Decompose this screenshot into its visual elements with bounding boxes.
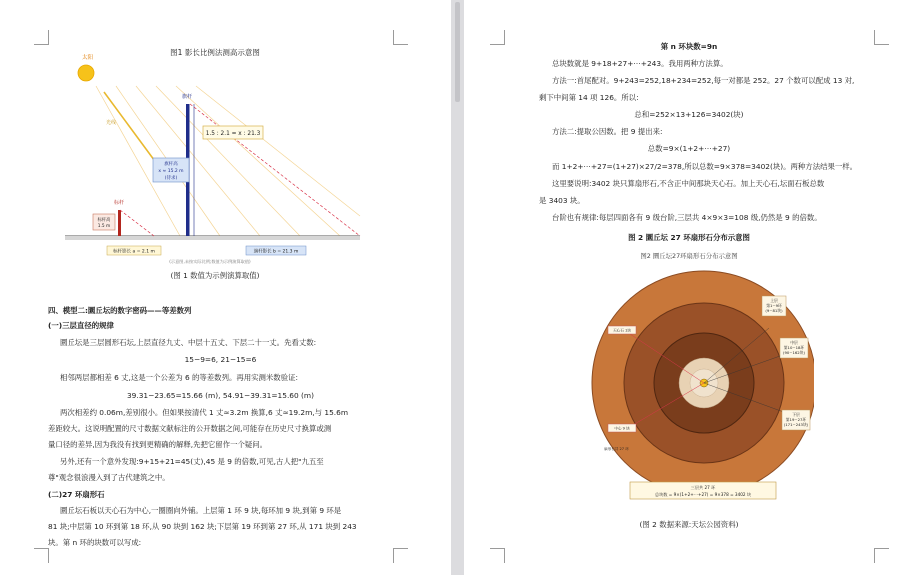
label-lower-1: 下层 [792,412,800,417]
marker-pole [118,210,121,236]
crop-mark-bottom-right [393,548,408,563]
equation-method2: 总数=9×(1+2+⋯+27) [647,144,731,153]
section-heading: 四、模型二:圜丘坛的数字密码——等差数列 [48,306,192,315]
scrollbar-thumb[interactable] [455,2,460,102]
subheading-rings: (二)27 环扇形石 [48,490,105,499]
paragraph-rings-line-1: 圜丘坛石板以天心石为中心,一圈圈向外铺。上层第 1 环 9 块,每环加 9 块,到第 9 环是 [60,506,342,515]
figure-2-heading: 图 2 圜丘坛 27 环扇形石分布示意图 [628,233,750,242]
summary-line-1: 三层共 27 环 [690,485,716,490]
paragraph-rings-line-2: 81 块;中层第 10 环到第 18 环,从 90 块到 162 块;下层第 19 环到第 27 环,从 171 块到 243 [48,522,357,531]
crop-mark-top-right [874,30,889,45]
label-middle-3: (90~162块) [782,350,806,355]
paragraph-method1-line-1: 方法一:首尾配对。9+243=252,18+234=252,每一对都是 252。27 个数可以配成 13 对, [552,76,855,85]
figure-1-note: (示意图,未按实际比例;数值为示例演算取值) [169,259,251,264]
sun-label: 太阳 [82,55,94,61]
paragraph-method1-line-2: 剩下中间第 14 项 126。所以: [539,93,639,102]
figure-2-title: 图2 圜丘坛27环扇形石分布示意图 [640,252,738,260]
paragraph-center-stone-line-1: 这里要说明:3402 块只算扇形石,不含正中间那块天心石。加上天心石,坛面石板总数 [552,179,825,188]
paragraph-arith: 相邻两层都相差 6 丈,这是一个公差为 6 的等差数列。再用实测米数验证: [60,373,298,382]
label-center-stone: 天心石 1块 [613,328,631,333]
document-page-left [0,0,451,575]
marker-shadow-label: 标杆影长 a = 2.1 m [113,249,155,255]
ray-label: 光线 [106,120,117,126]
crop-mark-top-right [393,30,408,45]
label-upper-3: (9~81块) [765,308,783,313]
ratio-label: 1.5 : 2.1 = x : 21.3 [205,131,261,137]
label-lower-2: 第19~27环 [785,417,807,422]
label-middle-2: 第10~18环 [783,345,805,350]
summary-line-2: 总块数 = 9×(1+2+⋯+27) = 9×378 = 3402 块 [654,492,752,497]
label-upper-2: 第1~9环 [766,303,782,308]
label-center-nine: 中心 9 块 [614,426,630,431]
subheading-diameter: (一)三层直径的规律 [48,321,114,330]
label-middle-1: 中层 [790,340,798,345]
paragraph-diff-line-1: 两次相差约 0.06m,差别很小。但如果按清代 1 丈≈3.2m 换算,6 丈≈19.2m,与 15.6m [60,408,349,417]
paragraph-method2: 方法二:提取公因数。把 9 提出来: [552,127,663,136]
paragraph-diff-line-2: 差距较大。这说明配置的尺寸数据文献标注的公开数据之间,可能存在历史尺寸换算或测 [48,424,332,433]
pole-height-line-1: 旗杆高 [164,162,178,167]
formula-top: 第 n 环块数=9n [660,42,718,51]
equation-diff: 15−9=6, 21−15=6 [184,355,257,364]
paragraph-center-stone-line-2: 是 3403 块。 [539,196,585,205]
figure-1-caption: (图 1 数值为示例演算取值) [170,271,260,280]
crop-mark-bottom-left [490,548,505,563]
crop-mark-top-left [490,30,505,45]
marker-height-line-2: 1.5 m [97,224,111,229]
paragraph-nine-line-1: 另外,还有一个意外发现:9+15+21=45(丈),45 是 9 的倍数,可见,古人把"九五至 [60,457,324,466]
pole-height-line-2: x ≈ 15.2 m [158,169,184,174]
sun-icon [78,65,94,81]
figure-1-title: 图1 影长比例法测高示意图 [170,48,260,57]
paragraph-steps: 台阶也有规律:每层四面各有 9 级台阶,三层共 4×9×3=108 级,仍然是 9 的倍数。 [552,213,822,222]
label-lower-3: (171~243块) [783,422,809,427]
document-page-right [464,0,919,575]
figure-1-shadow-diagram [60,40,370,275]
pole-shadow-label: 旗杆影长 b = 21.3 m [253,249,299,255]
figure-2-caption: (图 2 数据来源:天坛公园资料) [639,520,739,529]
pole-label: 旗杆 [182,94,193,100]
label-upper-1: 上层 [770,298,778,303]
equation-method1: 总和=252×13+126=3402(块) [634,110,744,119]
crop-mark-bottom-right [874,548,889,563]
paragraph-diameter: 圜丘坛是三层圆形石坛,上层直径九丈、中层十五丈、下层二十一丈。先看丈数: [60,338,317,347]
marker-shadow-dashed [120,210,154,236]
marker-height-line-1: 标杆高 [97,218,111,223]
paragraph-diff-line-3: 量口径的差异,因为我没有找到更精确的解释,先把它留作一个疑问。 [48,440,268,449]
paragraph-nine-line-2: 尊"观念很浪漫入到了古代建筑之中。 [48,473,170,482]
light-rays [96,86,360,236]
crop-mark-bottom-left [34,548,49,563]
paragraph-method2-result: 而 1+2+⋯+27=(1+27)×27/2=378,所以总数=9×378=3402(块)。两种方法结果一样。 [552,162,858,171]
main-light-ray [104,92,160,168]
pole-height-line-3: (待求) [164,176,178,181]
paragraph-rings-line-3: 块。第 n 环的块数可以写成: [48,538,142,547]
crop-mark-top-left [34,30,49,45]
ground-fill [65,236,360,240]
pole-shadow-dashed [190,104,360,236]
marker-label: 标杆 [114,200,125,206]
equation-meters: 39.31−23.65=15.66 (m), 54.91−39.31=15.60 (m) [126,391,315,400]
figure-2-ring-diagram [584,260,814,505]
label-ring-count: 扇形石共 27 环 [604,447,629,451]
page-gutter [451,0,464,575]
paragraph-total-sum: 总块数就是 9+18+27+⋯+243。我用两种方法算。 [552,59,728,68]
